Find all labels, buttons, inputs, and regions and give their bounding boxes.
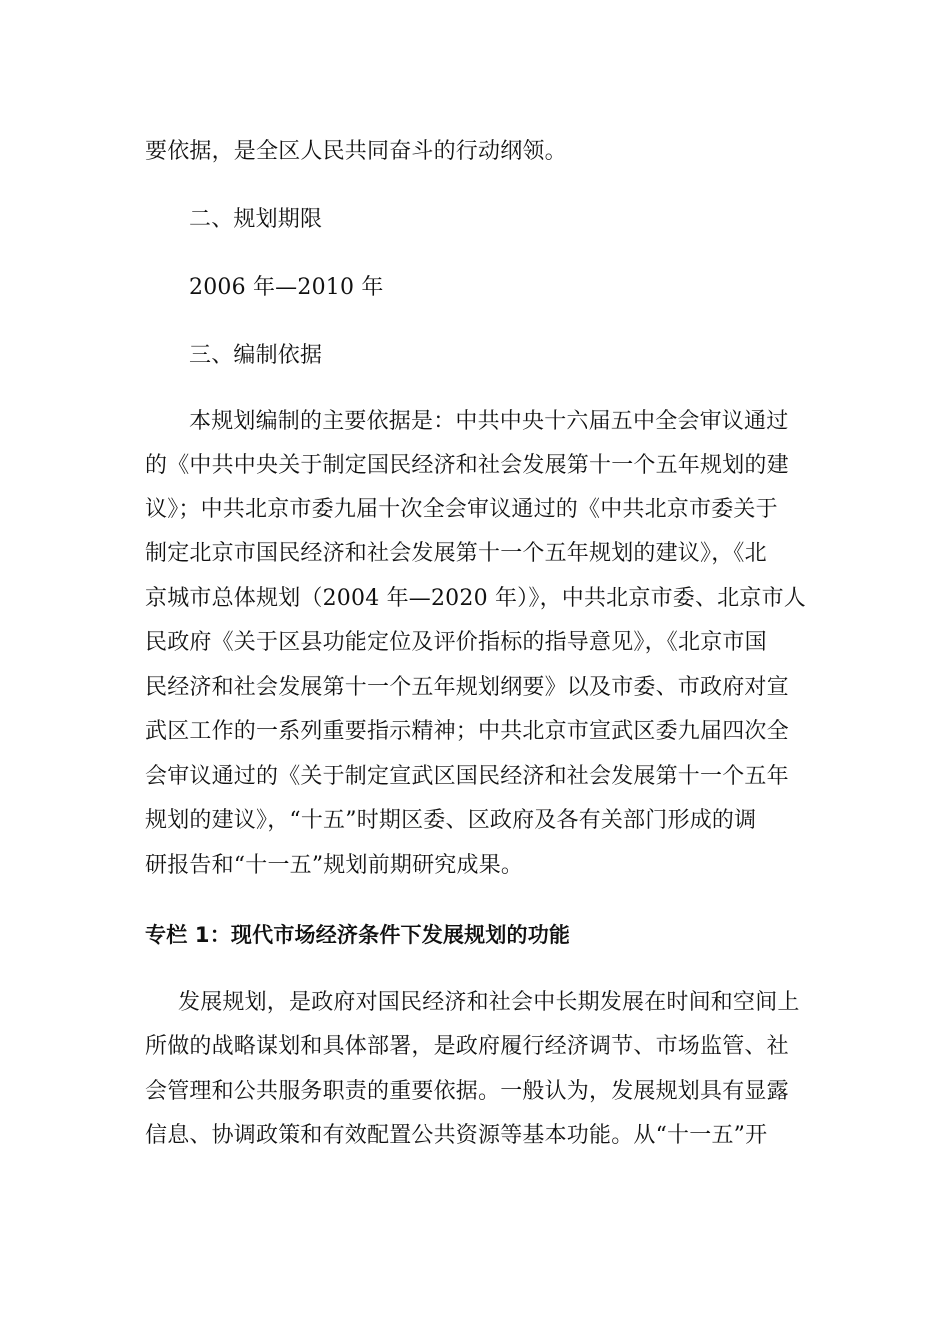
paragraph-line: 会审议通过的《关于制定宣武区国民经济和社会发展第十一个五年: [145, 764, 789, 789]
paragraph-line: 2006 年—2010 年: [189, 275, 384, 300]
paragraph-line: 武区工作的一系列重要指示精神；中共北京市宣武区委九届四次全: [145, 719, 789, 744]
box-heading: 专栏 1：现代市场经济条件下发展规划的功能: [145, 923, 571, 947]
paragraph-line: 所做的战略谋划和具体部署，是政府履行经济调节、市场监管、社: [145, 1034, 789, 1059]
paragraph-line: 会管理和公共服务职责的重要依据。一般认为，发展规划具有显露: [145, 1079, 789, 1104]
paragraph-line: 信息、协调政策和有效配置公共资源等基本功能。从“十一五”开: [145, 1123, 768, 1148]
section-heading: 二、规划期限: [189, 207, 323, 232]
paragraph-line: 的《中共中央关于制定国民经济和社会发展第十一个五年规划的建: [145, 453, 789, 478]
paragraph-line: 本规划编制的主要依据是：中共中央十六届五中全会审议通过: [189, 409, 789, 434]
paragraph-line: 制定北京市国民经济和社会发展第十一个五年规划的建议》，《北: [145, 541, 767, 566]
paragraph-line: 发展规划，是政府对国民经济和社会中长期发展在时间和空间上: [178, 990, 800, 1015]
paragraph-line: 京城市总体规划（2004 年—2020 年）》，中共北京市委、北京市人: [145, 586, 806, 611]
paragraph-line: 议》；中共北京市委九届十次全会审议通过的《中共北京市委关于: [145, 497, 778, 522]
paragraph-line: 要依据，是全区人民共同奋斗的行动纲领。: [145, 139, 567, 164]
paragraph-line: 民经济和社会发展第十一个五年规划纲要》以及市委、市政府对宣: [145, 675, 789, 700]
paragraph-line: 规划的建议》，“十五”时期区委、区政府及各有关部门形成的调: [145, 808, 757, 833]
paragraph-line: 民政府《关于区县功能定位及评价指标的指导意见》，《北京市国: [145, 630, 767, 655]
paragraph-line: 研报告和“十一五”规划前期研究成果。: [145, 853, 524, 878]
section-heading: 三、编制依据: [189, 343, 323, 368]
